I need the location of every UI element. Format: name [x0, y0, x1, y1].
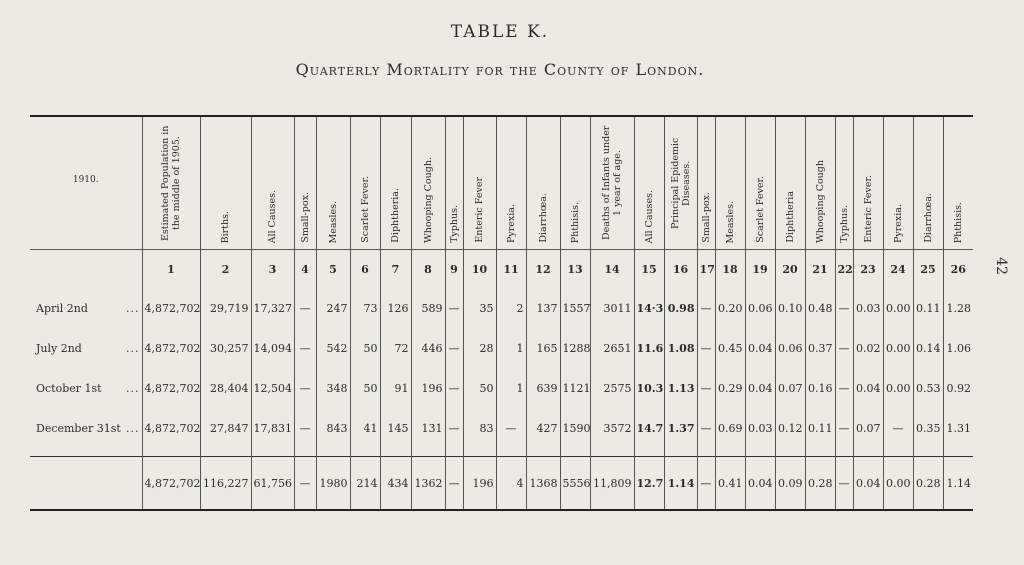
- table-cell: 0.04: [745, 457, 775, 511]
- table-cell: 0.04: [853, 457, 883, 511]
- table-cell: 165: [526, 328, 560, 368]
- column-header-label: Measles.: [724, 200, 736, 243]
- table-cell: 1362: [411, 457, 445, 511]
- column-header: [634, 116, 664, 250]
- table-cell: 12.7: [634, 457, 664, 511]
- table-cell: 348: [316, 368, 350, 408]
- column-header: [294, 116, 316, 250]
- spacer-cell: [142, 448, 200, 457]
- column-header-label: Principal Epidemic Diseases.: [669, 137, 692, 229]
- table-cell: 0.02: [853, 328, 883, 368]
- column-header-label: Diphtheria.: [390, 188, 401, 243]
- table-cell: —: [445, 288, 463, 328]
- table-cell: 639: [526, 368, 560, 408]
- table-cell: —: [697, 288, 715, 328]
- column-header-label: Measles.: [327, 200, 339, 243]
- column-header-label: Typhus.: [448, 205, 460, 243]
- table-cell: 0.11: [805, 408, 835, 448]
- table-cell: 1.28: [943, 288, 973, 328]
- table-cell: 1980: [316, 457, 350, 511]
- column-header: [775, 116, 805, 250]
- header-row: [30, 116, 973, 250]
- row-label-text: July 2nd: [36, 341, 82, 355]
- column-number: 16: [664, 250, 697, 289]
- column-number: 6: [350, 250, 380, 289]
- column-header-label: Pyrexia.: [892, 203, 904, 243]
- table-cell: —: [294, 368, 316, 408]
- column-number: 23: [853, 250, 883, 289]
- table-cell: —: [294, 288, 316, 328]
- table-cell: 0.03: [745, 408, 775, 448]
- table-cell: —: [445, 457, 463, 511]
- table-cell: 0.04: [853, 368, 883, 408]
- column-header: [316, 116, 350, 250]
- column-header: [913, 116, 943, 250]
- table-cell: 83: [463, 408, 496, 448]
- leader-dots: ...: [126, 341, 140, 355]
- table-cell: —: [697, 408, 715, 448]
- column-header-label: Whooping Cough.: [422, 157, 434, 243]
- table-cell: 1.13: [664, 368, 697, 408]
- table-cell: 1.14: [943, 457, 973, 511]
- column-header: [805, 116, 835, 250]
- table-cell: 1557: [560, 288, 590, 328]
- table-cell: 0.04: [745, 328, 775, 368]
- table-cell: —: [835, 288, 853, 328]
- column-number: 15: [634, 250, 664, 289]
- table-cell: —: [835, 368, 853, 408]
- row-label: [30, 408, 142, 448]
- table-cell: 11.6: [634, 328, 664, 368]
- table-cell: 5556: [560, 457, 590, 511]
- table-cell: 28,404: [200, 368, 251, 408]
- table-cell: 14.7: [634, 408, 664, 448]
- spacer-cell: [745, 448, 775, 457]
- column-header: [883, 116, 913, 250]
- spacer-cell: [664, 448, 697, 457]
- column-header-label: Typhus.: [838, 205, 850, 243]
- table-cell: 1.37: [664, 408, 697, 448]
- table-cell: 0.07: [853, 408, 883, 448]
- table-cell: 0.03: [853, 288, 883, 328]
- spacer-cell: [805, 448, 835, 457]
- column-header: [943, 116, 973, 250]
- table-cell: 145: [380, 408, 411, 448]
- table-cell: 10.3: [634, 368, 664, 408]
- table-cell: —: [697, 457, 715, 511]
- table-cell: 28: [463, 328, 496, 368]
- table-cell: 1288: [560, 328, 590, 368]
- table-cell: 0.37: [805, 328, 835, 368]
- spacer-cell: [715, 448, 745, 457]
- row-label-text: April 2nd: [36, 301, 88, 315]
- table-cell: 61,756: [251, 457, 294, 511]
- column-header-label: Scarlet Fever.: [359, 176, 371, 243]
- row-label-text: October 1st: [36, 381, 102, 395]
- table-cell: 589: [411, 288, 445, 328]
- column-number: 7: [380, 250, 411, 289]
- column-header: [463, 116, 496, 250]
- table-cell: 73: [350, 288, 380, 328]
- table-cell: 0.98: [664, 288, 697, 328]
- column-number: 4: [294, 250, 316, 289]
- column-header: [380, 116, 411, 250]
- column-header: [590, 116, 634, 250]
- column-number: 9: [445, 250, 463, 289]
- column-header: [496, 116, 526, 250]
- table-cell: 0.06: [775, 328, 805, 368]
- table-cell: 131: [411, 408, 445, 448]
- table-cell: 0.35: [913, 408, 943, 448]
- table-cell: 1.14: [664, 457, 697, 511]
- spacer-cell: [590, 448, 634, 457]
- spacer-cell: [251, 448, 294, 457]
- column-number: 21: [805, 250, 835, 289]
- column-number: 3: [251, 250, 294, 289]
- table-cell: 0.29: [715, 368, 745, 408]
- table-cell: 14·3: [634, 288, 664, 328]
- table-subtitle: Quarterly Mortality for the County of London.: [295, 60, 705, 79]
- table-cell: 434: [380, 457, 411, 511]
- table-cell: 4,872,702: [142, 328, 200, 368]
- column-header-label: Births.: [220, 210, 231, 243]
- column-header-label: Enteric Fever: [474, 177, 485, 243]
- column-header: [664, 116, 697, 250]
- table-cell: 2651: [590, 328, 634, 368]
- column-number: 2: [200, 250, 251, 289]
- row-label: [30, 368, 142, 408]
- column-number: 1: [142, 250, 200, 289]
- column-header: [350, 116, 380, 250]
- table-title: TABLE K.: [450, 22, 550, 42]
- column-number: 17: [697, 250, 715, 289]
- table-cell: 0.16: [805, 368, 835, 408]
- table-cell: 3011: [590, 288, 634, 328]
- table-cell: 35: [463, 288, 496, 328]
- column-header: [560, 116, 590, 250]
- table-cell: —: [294, 408, 316, 448]
- spacer-cell: [883, 448, 913, 457]
- table-cell: 0.00: [883, 457, 913, 511]
- spacer-cell: [294, 448, 316, 457]
- table-cell: 0.07: [775, 368, 805, 408]
- spacer-cell: [853, 448, 883, 457]
- leader-dots: ...: [126, 381, 140, 395]
- column-header-label: Diarrhœa.: [922, 193, 934, 243]
- table-cell: 4,872,702: [142, 408, 200, 448]
- column-header-label: Pyrexia.: [505, 203, 517, 243]
- column-header-label: Estimated Population in the middle of 1905.: [160, 125, 182, 241]
- table-cell: 542: [316, 328, 350, 368]
- spacer-cell: [496, 448, 526, 457]
- spacer-cell: [560, 448, 590, 457]
- table-cell: 2: [496, 288, 526, 328]
- column-number: 18: [715, 250, 745, 289]
- column-header-label: All Causes.: [267, 189, 278, 243]
- table-cell: 247: [316, 288, 350, 328]
- column-header: [251, 116, 294, 250]
- column-number: 22: [835, 250, 853, 289]
- table-row: [30, 408, 973, 448]
- table-cell: 50: [350, 368, 380, 408]
- table-cell: 0.11: [913, 288, 943, 328]
- column-header-label: Diphtheria: [784, 191, 796, 243]
- table-cell: 446: [411, 328, 445, 368]
- column-header-label: Phthisis.: [952, 201, 964, 243]
- table-cell: 4,872,702: [142, 457, 200, 511]
- table-cell: 0.12: [775, 408, 805, 448]
- table-cell: 0.45: [715, 328, 745, 368]
- column-header: [142, 116, 200, 250]
- leader-dots: ...: [126, 301, 140, 315]
- table-cell: —: [294, 457, 316, 511]
- table-cell: 3572: [590, 408, 634, 448]
- column-header-label: Phthisis.: [569, 201, 581, 243]
- column-header-label: Enteric Fever.: [862, 175, 874, 243]
- spacer-cell: [316, 448, 350, 457]
- table-cell: 1: [496, 368, 526, 408]
- row-label: [30, 457, 142, 511]
- table-cell: 17,831: [251, 408, 294, 448]
- column-header-label: Deaths of Infants under 1 year of age.: [601, 125, 623, 241]
- table-cell: 50: [463, 368, 496, 408]
- row-label-text: December 31st: [36, 421, 121, 435]
- spacer-cell: [463, 448, 496, 457]
- spacer-cell: [913, 448, 943, 457]
- spacer-cell: [200, 448, 251, 457]
- table-cell: —: [835, 408, 853, 448]
- table-cell: 0.69: [715, 408, 745, 448]
- spacer-cell: [380, 448, 411, 457]
- table-cell: —: [835, 457, 853, 511]
- table-cell: 0.14: [913, 328, 943, 368]
- table-cell: 4,872,702: [142, 288, 200, 328]
- table-row: [30, 328, 973, 368]
- table-cell: 1: [496, 328, 526, 368]
- table-cell: 17,327: [251, 288, 294, 328]
- table-cell: 196: [463, 457, 496, 511]
- table-cell: 2575: [590, 368, 634, 408]
- column-number: 20: [775, 250, 805, 289]
- column-number: 26: [943, 250, 973, 289]
- spacer-cell: [835, 448, 853, 457]
- table-cell: 843: [316, 408, 350, 448]
- row-label: [30, 328, 142, 368]
- table-cell: 0.28: [913, 457, 943, 511]
- spacer-cell: [943, 448, 973, 457]
- table-cell: 0.92: [943, 368, 973, 408]
- column-number: 8: [411, 250, 445, 289]
- column-number: 13: [560, 250, 590, 289]
- table-cell: —: [445, 368, 463, 408]
- column-header: [697, 116, 715, 250]
- table-cell: 72: [380, 328, 411, 368]
- total-row: [30, 457, 973, 511]
- table-cell: —: [496, 408, 526, 448]
- table-cell: 1590: [560, 408, 590, 448]
- table-row: [30, 288, 973, 328]
- table-cell: 137: [526, 288, 560, 328]
- table-cell: 0.09: [775, 457, 805, 511]
- year-header: 1910.: [72, 175, 99, 185]
- column-number: 12: [526, 250, 560, 289]
- table-cell: —: [697, 368, 715, 408]
- table-cell: —: [835, 328, 853, 368]
- column-number: 24: [883, 250, 913, 289]
- table-cell: 0.48: [805, 288, 835, 328]
- table-cell: 30,257: [200, 328, 251, 368]
- mortality-table: [30, 115, 973, 511]
- table-cell: 1121: [560, 368, 590, 408]
- table-cell: 0.20: [715, 288, 745, 328]
- table-cell: —: [445, 408, 463, 448]
- table-cell: 4: [496, 457, 526, 511]
- column-number: 10: [463, 250, 496, 289]
- table-cell: 1.06: [943, 328, 973, 368]
- table-cell: 0.53: [913, 368, 943, 408]
- row-label: [30, 288, 142, 328]
- spacer-cell: [697, 448, 715, 457]
- table-cell: 12,504: [251, 368, 294, 408]
- table-cell: 214: [350, 457, 380, 511]
- table-cell: 0.41: [715, 457, 745, 511]
- leader-dots: ...: [126, 421, 140, 435]
- page-number: 42: [993, 257, 1010, 275]
- table-cell: 0.00: [883, 368, 913, 408]
- column-header: [853, 116, 883, 250]
- table-cell: 91: [380, 368, 411, 408]
- column-header: [835, 116, 853, 250]
- column-header-label: Small-pox.: [700, 192, 712, 243]
- column-number: 5: [316, 250, 350, 289]
- spacer-cell: [526, 448, 560, 457]
- table-cell: 14,094: [251, 328, 294, 368]
- table-cell: 427: [526, 408, 560, 448]
- column-header: [411, 116, 445, 250]
- table-cell: 196: [411, 368, 445, 408]
- table-cell: 41: [350, 408, 380, 448]
- table-cell: 126: [380, 288, 411, 328]
- spacer-cell: [30, 448, 142, 457]
- column-number: 25: [913, 250, 943, 289]
- spacer-cell: [775, 448, 805, 457]
- table-cell: 0.00: [883, 288, 913, 328]
- table-cell: —: [445, 328, 463, 368]
- column-header-label: All Causes.: [643, 189, 655, 243]
- column-header: [715, 116, 745, 250]
- column-header: [526, 116, 560, 250]
- spacer-cell: [445, 448, 463, 457]
- table-cell: —: [294, 328, 316, 368]
- table-cell: 27,847: [200, 408, 251, 448]
- table-cell: 0.06: [745, 288, 775, 328]
- table-cell: 11,809: [590, 457, 634, 511]
- table-cell: 0.28: [805, 457, 835, 511]
- table-cell: 0.10: [775, 288, 805, 328]
- table-cell: 50: [350, 328, 380, 368]
- table-cell: —: [883, 408, 913, 448]
- column-header: [200, 116, 251, 250]
- column-header: [445, 116, 463, 250]
- table-cell: 1.08: [664, 328, 697, 368]
- table-cell: 0.00: [883, 328, 913, 368]
- table-cell: 4,872,702: [142, 368, 200, 408]
- table-cell: 0.04: [745, 368, 775, 408]
- column-number-row: [30, 250, 973, 289]
- column-header-label: Whooping Cough: [814, 160, 826, 243]
- table-cell: 1.31: [943, 408, 973, 448]
- column-number: 19: [745, 250, 775, 289]
- spacer-cell: [634, 448, 664, 457]
- table-cell: —: [697, 328, 715, 368]
- column-number: 14: [590, 250, 634, 289]
- table-cell: 116,227: [200, 457, 251, 511]
- blank-cell: [30, 250, 142, 289]
- spacer-cell: [350, 448, 380, 457]
- column-header-label: Diarrhœa.: [537, 193, 549, 243]
- table-cell: 29,719: [200, 288, 251, 328]
- column-header: [745, 116, 775, 250]
- column-header-label: Scarlet Fever.: [754, 176, 766, 243]
- table-row: [30, 368, 973, 408]
- column-number: 11: [496, 250, 526, 289]
- spacer-cell: [411, 448, 445, 457]
- table-cell: 1368: [526, 457, 560, 511]
- column-header-label: Small-pox.: [299, 192, 311, 243]
- spacer-row: [30, 448, 973, 457]
